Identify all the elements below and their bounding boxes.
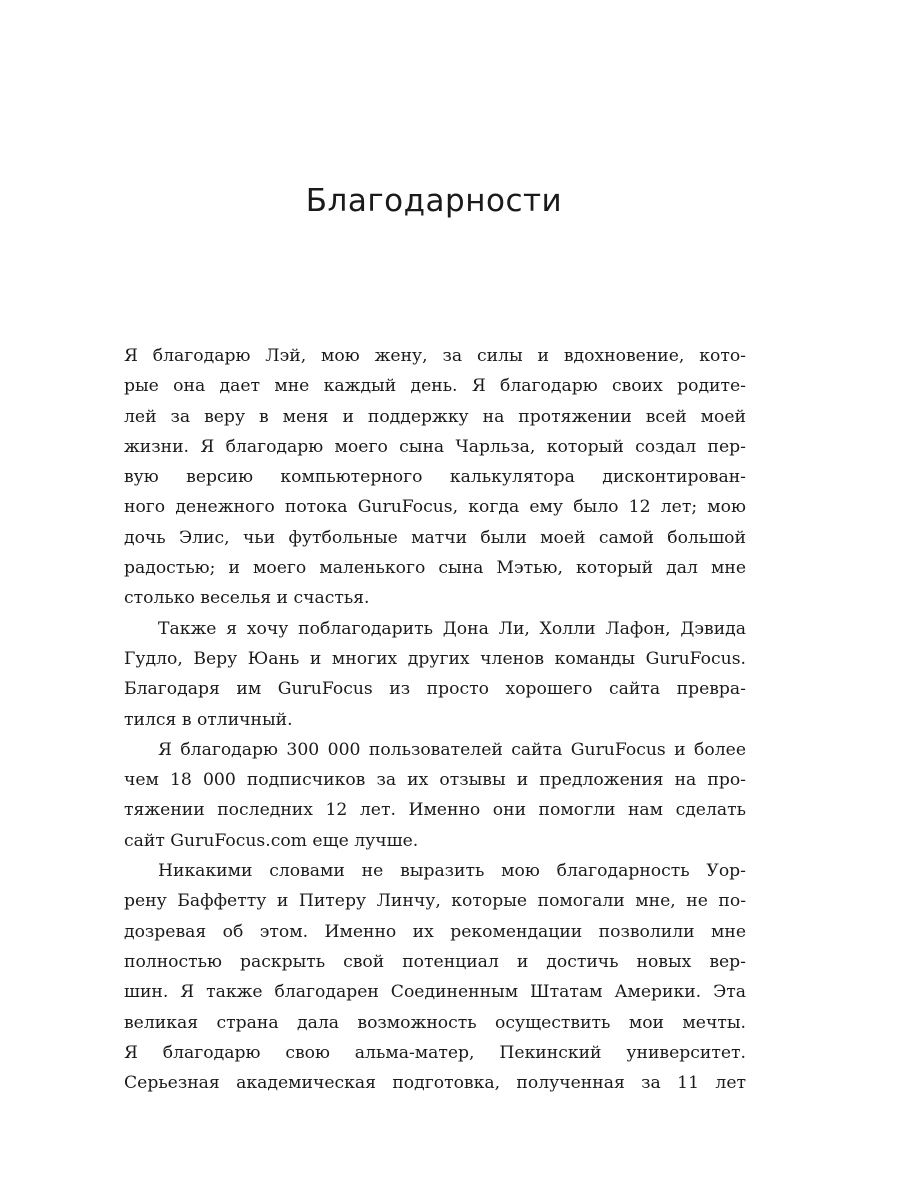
- text-line: вую версию компьютерного калькулятора дисконтирован-: [124, 467, 746, 488]
- text-line: сайт GuruFocus.com еще лучше.: [124, 830, 419, 851]
- text-line: шин. Я также благодарен Соединенным Штатам Америки. Эта: [124, 982, 746, 1003]
- text-line: тяжении последних 12 лет. Именно они помогли нам сделать: [124, 800, 746, 821]
- text-line: великая страна дала возможность осуществить мои мечты.: [124, 1012, 746, 1033]
- paragraph-first-line: Я благодарю 300 000 пользователей сайта GuruFocus и более: [158, 739, 746, 760]
- text-line: тился в отличный.: [124, 709, 293, 730]
- chapter-title: Благодарности: [305, 183, 563, 219]
- text-line: Благодаря им GuruFocus из просто хорошего сайта превра-: [124, 679, 746, 700]
- text-line: радостью; и моего маленького сына Мэтью, который дал мне: [124, 558, 746, 579]
- text-line: Я благодарю Лэй, мою жену, за силы и вдохновение, кото-: [124, 346, 746, 366]
- text-line: рену Баффетту и Питеру Линчу, которые помогали мне, не по-: [124, 891, 746, 912]
- text-line: полностью раскрыть свой потенциал и достичь новых вер-: [124, 951, 746, 972]
- text-line: Серьезная академическая подготовка, полученная за 11 лет: [124, 1073, 746, 1094]
- paragraph-first-line: Никакими словами не выразить мою благодарность Уор-: [158, 861, 746, 882]
- text-line: Я благодарю свою альма-матер, Пекинский университет.: [124, 1042, 746, 1063]
- text-line: дозревая об этом. Именно их рекомендации позволили мне: [124, 921, 746, 942]
- text-line: лей за веру в меня и поддержку на протяжении всей моей: [124, 406, 746, 427]
- body-text: [124, 341, 746, 1098]
- paragraph-first-line: Также я хочу поблагодарить Дона Ли, Холли Лафон, Дэвида: [158, 618, 746, 639]
- text-line: жизни. Я благодарю моего сына Чарльза, который создал пер-: [124, 436, 746, 457]
- text-line: Гудло, Веру Юань и многих других членов команды GuruFocus.: [124, 648, 746, 669]
- text-line: дочь Элис, чьи футбольные матчи были моей самой большой: [124, 527, 746, 548]
- text-line: ного денежного потока GuruFocus, когда ему было 12 лет; мою: [124, 497, 746, 518]
- text-line: столько веселья и счастья.: [124, 588, 370, 609]
- text-line: рые она дает мне каждый день. Я благодарю своих родите-: [124, 376, 746, 397]
- text-line: чем 18 000 подписчиков за их отзывы и предложения на про-: [124, 770, 746, 791]
